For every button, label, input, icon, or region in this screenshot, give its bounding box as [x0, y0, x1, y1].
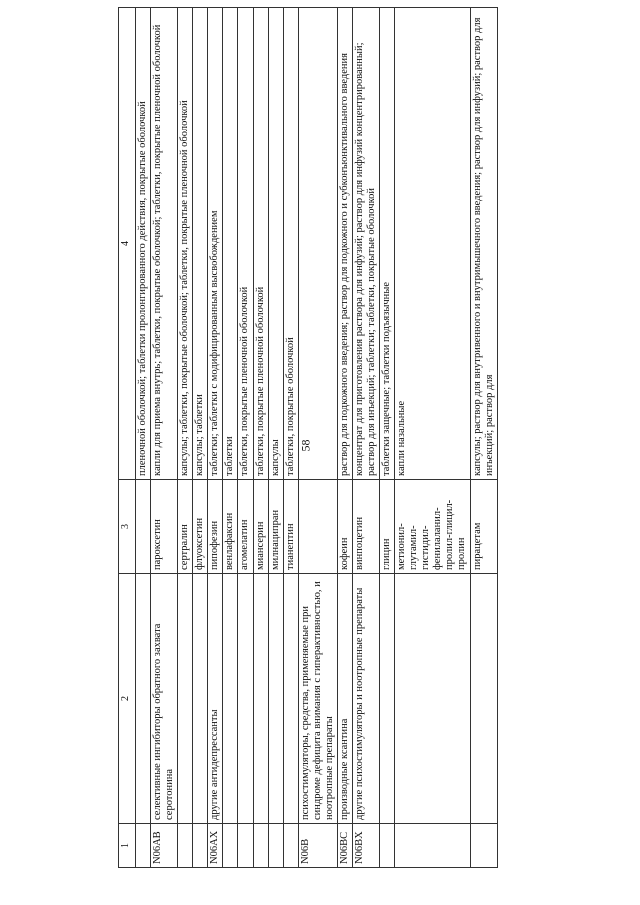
table-row: [223, 8, 238, 868]
dosage-forms-cell: [298, 8, 337, 480]
group-name-cell: [238, 574, 253, 824]
table-row: [395, 8, 470, 868]
table-row: [193, 8, 208, 868]
table-row: [208, 8, 223, 868]
atc-code-cell: [178, 824, 193, 868]
group-name-cell: [223, 574, 238, 824]
dosage-forms-cell: таблетки, покрытые оболочкой: [283, 8, 298, 480]
group-name-cell: селективные ингибиторы обратного захвата серотонина: [151, 574, 178, 824]
drug-name-cell: винпоцетин: [352, 480, 379, 574]
table-row: [380, 8, 395, 868]
table-row: [298, 8, 337, 868]
group-name-cell: другие антидепрессанты: [208, 574, 223, 824]
atc-code-cell: [193, 824, 208, 868]
table-row: [283, 8, 298, 868]
drug-name-cell: [136, 480, 151, 574]
dosage-forms-cell: таблетки защечные; таблетки подъязычные: [380, 8, 395, 480]
drug-name-cell: пароксетин: [151, 480, 178, 574]
drug-name-cell: флуоксетин: [193, 480, 208, 574]
atc-code-cell: N06AX: [208, 824, 223, 868]
table-row: [238, 8, 253, 868]
drug-name-cell: тианептин: [283, 480, 298, 574]
group-name-cell: производные ксантина: [337, 574, 352, 824]
dosage-forms-cell: капли для приема внутрь; таблетки, покрытые оболочкой; таблетки, покрытые пленочной оболочкой: [151, 8, 178, 480]
document-sheet: [118, 8, 578, 868]
table-row: [352, 8, 379, 868]
dosage-forms-cell: таблетки, покрытые пленочной оболочкой: [253, 8, 268, 480]
group-name-cell: [283, 574, 298, 824]
atc-code-cell: [380, 824, 395, 868]
atc-code-cell: N06AB: [151, 824, 178, 868]
drug-name-cell: метионил-глутамил-гистидил-фенилаланил-пролил-глицил-пролин: [395, 480, 470, 574]
drug-table: [118, 7, 498, 868]
group-name-cell: [136, 574, 151, 824]
drug-name-cell: сертралин: [178, 480, 193, 574]
group-name-cell: [470, 574, 497, 824]
drug-name-cell: [298, 480, 337, 574]
atc-code-cell: [395, 824, 470, 868]
dosage-forms-cell: пленочной оболочкой; таблетки пролонгированного действия, покрытые оболочкой: [136, 8, 151, 480]
drug-name-cell: пирацетам: [470, 480, 497, 574]
group-name-cell: другие психостимуляторы и ноотропные препараты: [352, 574, 379, 824]
table-row: [151, 8, 178, 868]
table-row: [337, 8, 352, 868]
header-cell: 4: [119, 8, 136, 480]
atc-code-cell: [238, 824, 253, 868]
page-number: 58: [298, 439, 313, 452]
group-name-cell: [380, 574, 395, 824]
header-cell: 2: [119, 574, 136, 824]
dosage-forms-cell: таблетки; таблетки с модифицированным высвобождением: [208, 8, 223, 480]
dosage-forms-cell: капсулы; раствор для внутривенного и внутримышечного введения; раствор для инфузий; раствор для инъекций; раствор для: [470, 8, 497, 480]
drug-name-cell: кофеин: [337, 480, 352, 574]
dosage-forms-cell: капсулы; таблетки, покрытые оболочкой; таблетки, покрытые пленочной оболочкой: [178, 8, 193, 480]
atc-code-cell: [268, 824, 283, 868]
group-name-cell: [395, 574, 470, 824]
drug-name-cell: глицин: [380, 480, 395, 574]
atc-code-cell: [470, 824, 497, 868]
drug-name-cell: венлафаксин: [223, 480, 238, 574]
group-name-cell: [253, 574, 268, 824]
group-name-cell: [268, 574, 283, 824]
dosage-forms-cell: капсулы: [268, 8, 283, 480]
drug-name-cell: агомелатин: [238, 480, 253, 574]
drug-name-cell: миансерин: [253, 480, 268, 574]
dosage-forms-cell: капсулы; таблетки: [193, 8, 208, 480]
header-cell: 3: [119, 480, 136, 574]
table-row: [253, 8, 268, 868]
atc-code-cell: N06B: [298, 824, 337, 868]
atc-code-cell: N06BX: [352, 824, 379, 868]
table-row: [178, 8, 193, 868]
dosage-forms-cell: капли назальные: [395, 8, 470, 480]
atc-code-cell: [136, 824, 151, 868]
dosage-forms-cell: таблетки: [223, 8, 238, 480]
group-name-cell: [178, 574, 193, 824]
dosage-forms-cell: таблетки, покрытые пленочной оболочкой: [238, 8, 253, 480]
dosage-forms-cell: концентрат для приготовления раствора для инфузий; раствор для инфузий концентрированный; раствор для инъекций; таблетки; таблетки, покрытые оболочкой: [352, 8, 379, 480]
atc-code-cell: [223, 824, 238, 868]
table-row: [470, 8, 497, 868]
table-row: [136, 8, 151, 868]
atc-code-cell: [283, 824, 298, 868]
drug-name-cell: пипофезин: [208, 480, 223, 574]
dosage-forms-cell: раствор для подкожного введения; раствор для подкожного и субконъюнктивального введения: [337, 8, 352, 480]
table-row: [268, 8, 283, 868]
atc-code-cell: [253, 824, 268, 868]
table-header-row: [119, 8, 136, 868]
group-name-cell: психостимуляторы, средства, применяемые при синдроме дефицита внимания с гиперактивностью, и ноотропные препараты: [298, 574, 337, 824]
atc-code-cell: N06BC: [337, 824, 352, 868]
group-name-cell: [193, 574, 208, 824]
drug-name-cell: милнаципран: [268, 480, 283, 574]
header-cell: 1: [119, 824, 136, 868]
